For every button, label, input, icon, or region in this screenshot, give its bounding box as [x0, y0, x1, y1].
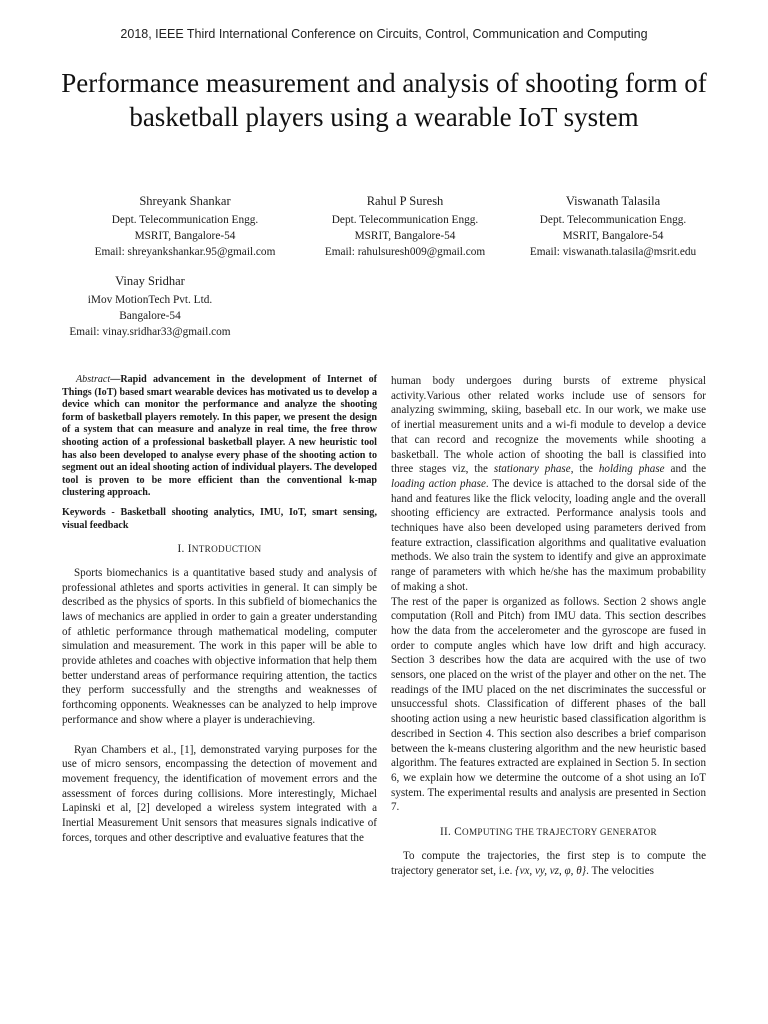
conference-header: 2018, IEEE Third International Conference on Circuits, Control, Communication and Computing [120, 27, 648, 41]
author-org: MSRIT, Bangalore-54 [354, 230, 456, 242]
paragraph: Sports biomechanics is a quantitative based study and analysis of professional athletes and sports activities in general. It can simply be described as the physics of sports. In this subfield of biomechanics the laws of mechanics are applied in order to gain a greater understanding of athletic performance through mathematical modeling, computer simulation and measurement. The work in this paper will be able to provide athletes and coaches with objective information that help them better understand areas of performance requiring attention, the tactics they perform successfully and the strengths and weaknesses of forthcoming opponents. Weaknesses can be analyzed to help improve performance and show where a player is underachieving. [62, 566, 377, 726]
author-email: Email: rahulsuresh009@gmail.com [324, 246, 486, 258]
author-block [483, 192, 743, 260]
author-org: MSRIT, Bangalore-54 [134, 230, 236, 242]
author-name: Viswanath Talasila [565, 194, 661, 208]
section-heading: II. COMPUTING THE TRAJECTORY GENERATOR [440, 826, 657, 839]
author-dept: Dept. Telecommunication Engg. [111, 214, 259, 226]
section-heading: I. INTRODUCTION [177, 543, 262, 556]
author-email: Email: shreyankshankar.95@gmail.com [94, 246, 276, 258]
author-name: Vinay Sridhar [115, 274, 185, 288]
left-column [62, 374, 377, 845]
author-name: Shreyank Shankar [139, 194, 231, 208]
author-dept: Dept. Telecommunication Engg. [539, 214, 687, 226]
paragraph: To compute the trajectories, the first step is to compute the trajectory generator set, i.e. {vx, vy, vz, φ, θ}. The velocities [391, 849, 706, 877]
paragraph: Ryan Chambers et al., [1], demonstrated varying purposes for the use of micro sensors, encompassing the detection of movement and movement frequency, the identification of movement errors and the assessment of forces during collisions. More interestingly, Michael Lapinski et al, [2] developed a wireless system integrated with a Inertial Measurement Unit sensors that measures signals indicative of forces, torques and other descriptive and evaluative features that the [62, 743, 377, 844]
author-dept: iMov MotionTech Pvt. Ltd. [87, 294, 213, 306]
author-block [20, 272, 280, 340]
abstract-label: Abstract [76, 374, 111, 385]
author-email: Email: viswanath.talasila@msrit.edu [529, 246, 697, 258]
math-expression: {vx, vy, vz, φ, θ} [515, 864, 587, 877]
keywords: Keywords - Basketball shooting analytics, IMU, IoT, smart sensing, visual feedback [62, 506, 377, 531]
author-email: Email: vinay.sridhar33@gmail.com [69, 326, 231, 338]
author-name: Rahul P Suresh [366, 194, 444, 208]
abstract [62, 374, 377, 500]
paragraph: The rest of the paper is organized as follows. Section 2 shows angle computation (Roll and Pitch) from IMU data. This section describes how the data from the accelerometer and the gyroscope are fused in order to compute angles which have low drift and high accuracy. Section 3 describes how the data are acquired with the use of two sensors, one placed on the wrist of the player and other on the net. The readings of the IMU placed on the net discriminates the successful or unsuccessful shots. Classification of different phases of the ball shooting action using a new heuristic based classification algorithm is described in Section 4. This section also describes a brief comparison between the k-means clustering algorithm and the new heuristic based algorithm. The features extracted are explained in Section 5. In section 6, we explain how we determine the outcome of a shot using an IoT system. The experimental results and analysis are presented in Section 7. [391, 595, 706, 814]
author-org: MSRIT, Bangalore-54 [562, 230, 664, 242]
right-column [391, 374, 706, 878]
author-dept: Dept. Telecommunication Engg. [331, 214, 479, 226]
abstract-text: —Rapid advancement in the development of Internet of Things (IoT) based smart wearable devices has motivated us to develop a device which can monitor the performance and analyze the shooting form of basketball players remotely. In this paper, we present the design of a system that can measure and analyze in real time, the free throw shooting action of a professional basketball player. A new heuristic tool has also been developed to analyse every phase of the shooting action to segment out an ideal shooting action of individual players. The developed tool is proven to be more efficient than the conventional k-map clustering approach. [62, 374, 377, 499]
paper-title: Performance measurement and analysis of shooting form of basketball players using a wearable IoT system [61, 68, 707, 132]
paragraph: human body undergoes during bursts of extreme physical activity.Various other related works include use of sensors for analyzing swimming, skiing, baseball etc. In our work, we make use of inertial measurement units and a wi-fi module to develop a device that can record and recognize the movements while shooting a basketball. The whole action of shooting the ball is classified into three stages viz, the stationary phase, the holding phase and the loading action phase. The device is attached to the dorsal side of the hand and features like the flick velocity, loading angle and the overall shooting efficiency are extracted. Performance analysis tools and techniques have also been developed using parameters derived from feature extraction, classification algorithms and qualitative evaluation methods. We also train the system to identify and give an approximate range of parameters with which he/she has the maximum probability of making a shot. [391, 375, 707, 593]
author-org: Bangalore-54 [119, 310, 181, 322]
